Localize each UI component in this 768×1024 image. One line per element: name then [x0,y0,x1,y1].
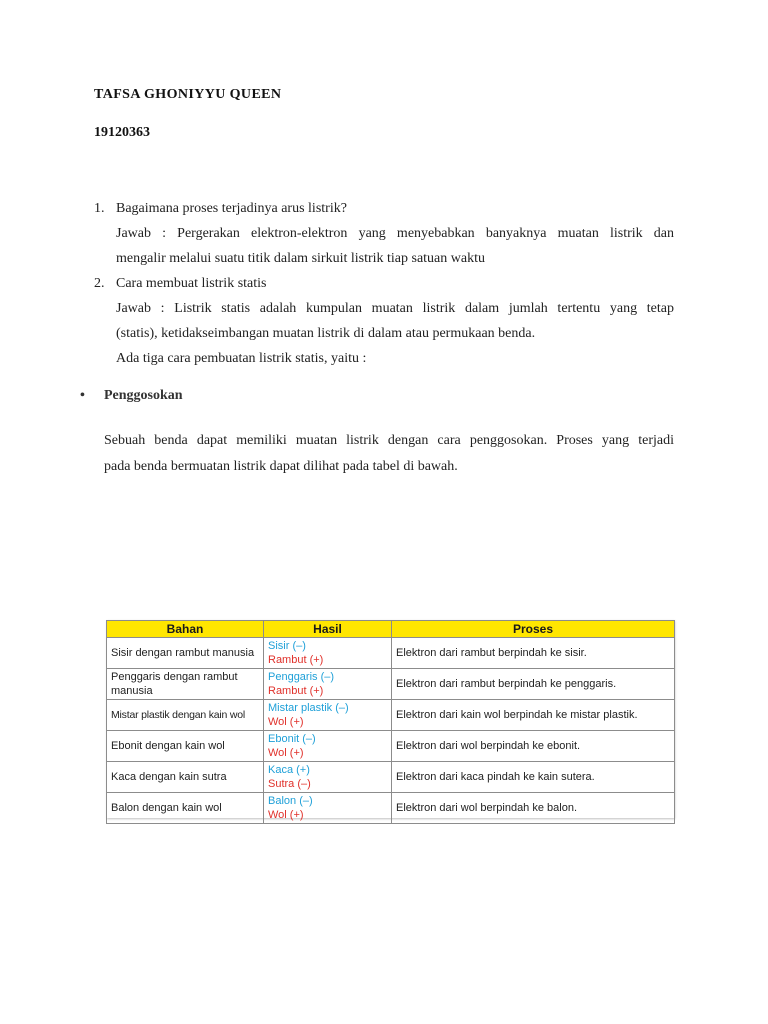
rubbing-table-image [106,620,674,821]
question-2-text: Cara membuat listrik statis [116,276,267,291]
hasil-positive: Kaca (+) [268,764,310,776]
header-proses: Proses [392,621,675,638]
cell-hasil [264,700,392,731]
section-title: Penggosokan [104,388,183,403]
hasil-positive: Wol (+) [268,716,304,728]
header-hasil: Hasil [264,621,392,638]
table-row [107,793,675,824]
author-name: TAFSA GHONIYYU QUEEN [94,87,282,102]
hasil-negative: Ebonit (–) [268,733,316,745]
cell-bahan: Mistar plastik dengan kain wol [107,700,264,731]
cell-hasil [264,762,392,793]
cell-proses: Elektron dari rambut berpindah ke penggaris. [392,669,675,700]
table-row [107,762,675,793]
cell-proses: Elektron dari kain wol berpindah ke mistar plastik. [392,700,675,731]
hasil-negative: Sisir (–) [268,640,306,652]
bullet-icon: • [80,388,85,403]
cell-bahan: Sisir dengan rambut manusia [107,638,264,669]
question-1-number: 1. [94,201,105,216]
hasil-negative: Mistar plastik (–) [268,702,349,714]
answer-2-line-2: (statis), ketidakseimbangan muatan listrik di dalam atau permukaan benda. [116,326,536,341]
answer-1-line-2: mengalir melalui suatu titik dalam sirkuit listrik tiap satuan waktu [116,251,485,266]
cell-bahan: Penggaris dengan rambut manusia [107,669,264,700]
section-paragraph-line-2: pada benda bermuatan listrik dapat dilihat pada tabel di bawah. [104,459,458,474]
question-2 [94,271,674,296]
hasil-negative: Balon (–) [268,795,313,807]
table-row [107,669,675,700]
cell-hasil [264,731,392,762]
cell-proses: Elektron dari kaca pindah ke kain sutera. [392,762,675,793]
header-bahan: Bahan [107,621,264,638]
section-paragraph-line-1: Sebuah benda dapat memiliki muatan listrik dengan cara penggosokan. Proses yang terjadi [104,433,674,448]
cell-bahan: Kaca dengan kain sutra [107,762,264,793]
hasil-positive: Wol (+) [268,809,304,821]
question-2-number: 2. [94,276,105,291]
cell-proses: Elektron dari rambut berpindah ke sisir. [392,638,675,669]
cell-hasil [264,638,392,669]
cell-bahan: Balon dengan kain wol [107,793,264,824]
student-id: 19120363 [94,125,150,140]
answer-2-line-3: Ada tiga cara pembuatan listrik statis, yaitu : [116,351,367,366]
question-1 [94,196,674,221]
cell-proses: Elektron dari wol berpindah ke ebonit. [392,731,675,762]
cell-hasil [264,669,392,700]
answer-2-line-1: Jawab : Listrik statis adalah kumpulan muatan listrik dalam jumlah tertentu yang tetap [116,301,674,316]
hasil-negative: Sutra (–) [268,778,311,790]
table-row [107,700,675,731]
hasil-positive: Wol (+) [268,747,304,759]
section-heading [80,388,183,404]
hasil-positive: Rambut (+) [268,654,324,666]
hasil-positive: Rambut (+) [268,685,324,697]
cell-proses: Elektron dari wol berpindah ke balon. [392,793,675,824]
hasil-negative: Penggaris (–) [268,671,335,683]
table-row [107,638,675,669]
table-header-row [107,621,675,638]
cell-bahan: Ebonit dengan kain wol [107,731,264,762]
cell-hasil [264,793,392,824]
answer-1-line-1: Jawab : Pergerakan elektron-elektron yang menyebabkan banyaknya muatan listrik dan [116,226,674,241]
rubbing-table [106,620,675,824]
question-1-text: Bagaimana proses terjadinya arus listrik? [116,201,347,216]
table-row [107,731,675,762]
